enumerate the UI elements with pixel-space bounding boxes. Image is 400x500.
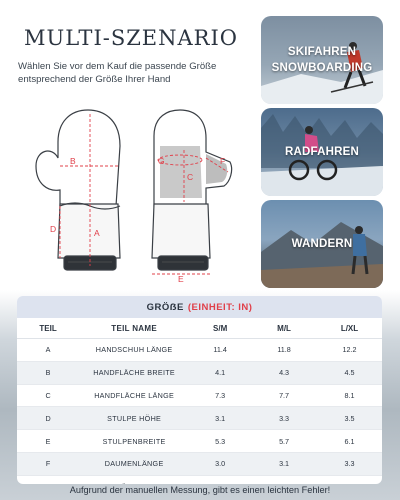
size-grid [17, 318, 382, 484]
diagram-label-c: C [187, 172, 194, 182]
cell-part: A [17, 339, 79, 362]
cell-l-xl: 12.2 [317, 339, 382, 362]
cell-m-l [251, 475, 317, 484]
cell-part-name: STULPE HÖHE [79, 407, 189, 430]
cell-part-name: HANDFLÄCHE BREITE [79, 361, 189, 384]
cell-part: E [17, 430, 79, 453]
cell-part: B [17, 361, 79, 384]
mitten-back-illustration [36, 110, 120, 270]
scenario-title-skiing: SKIFAHREN [287, 46, 357, 58]
table-row [17, 475, 382, 484]
cell-m-l: 5.7 [251, 430, 317, 453]
cell-s-m: 7.3 [189, 384, 251, 407]
scenario-panel-cycling [261, 108, 383, 196]
cell-s-m: 4.1 [189, 361, 251, 384]
measurement-disclaimer: Aufgrund der manuellen Messung, gibt es einen leichten Fehler! [69, 485, 331, 495]
diagram-label-d: D [50, 224, 57, 234]
cell-part: F [17, 452, 79, 475]
size-chart-table [17, 296, 382, 484]
diagram-label-g: G [158, 156, 165, 166]
table-row [17, 452, 382, 475]
cell-l-xl: 8.1 [317, 384, 382, 407]
scenario-title-hiking: WANDERN [291, 238, 353, 250]
size-chart-header [17, 296, 382, 318]
cell-m-l: 4.3 [251, 361, 317, 384]
cell-l-xl: 3.3 [317, 452, 382, 475]
cell-part-name [79, 475, 189, 484]
scenario-title-cycling: RADFAHREN [285, 146, 359, 158]
cell-s-m: 5.3 [189, 430, 251, 453]
cell-part: D [17, 407, 79, 430]
diagram-label-f: F [220, 156, 226, 166]
diagram-label-a: A [94, 228, 100, 238]
column-header-s-m: S/M [189, 318, 251, 339]
cell-l-xl: 4.5 [317, 361, 382, 384]
cell-part [17, 475, 79, 484]
column-header-l-xl: L/XL [317, 318, 382, 339]
scenario-label-skiing [272, 44, 373, 76]
size-grid-header-row [17, 318, 382, 339]
cell-l-xl: 6.1 [317, 430, 382, 453]
cell-s-m: 11.4 [189, 339, 251, 362]
table-row [17, 407, 382, 430]
column-header-m-l: M/L [251, 318, 317, 339]
page-subtitle: Wählen Sie vor dem Kauf die passende Größe entsprechend der Größe Ihrer Hand [18, 61, 217, 85]
cell-part-name: HANDFLÄCHE LÄNGE [79, 384, 189, 407]
table-row [17, 361, 382, 384]
scenario-panel-hiking [261, 200, 383, 288]
cell-l-xl: 3.5 [317, 407, 382, 430]
scenario-label-hiking [292, 236, 353, 252]
cell-m-l: 3.3 [251, 407, 317, 430]
scenario-label-cycling [285, 144, 359, 160]
cell-part-name: DAUMENLÄNGE [79, 452, 189, 475]
cell-s-m [189, 475, 251, 484]
cell-s-m: 3.0 [189, 452, 251, 475]
table-row [17, 339, 382, 362]
size-chart-title: GRÖẞE [146, 301, 184, 313]
cell-l-xl [317, 475, 382, 484]
column-header-part-name: TEIL NAME [79, 318, 189, 339]
table-row [17, 384, 382, 407]
cell-m-l: 11.8 [251, 339, 317, 362]
size-chart-unit: (EINHEIT: IN) [187, 301, 253, 313]
mitten-palm-illustration [152, 110, 232, 270]
table-row [17, 430, 382, 453]
cell-m-l: 7.7 [251, 384, 317, 407]
cell-m-l: 3.1 [251, 452, 317, 475]
cell-part-name: STULPENBREITE [79, 430, 189, 453]
scenario-panel-skiing [261, 16, 383, 104]
column-header-part: TEIL [17, 318, 79, 339]
mitten-size-diagram [20, 106, 238, 286]
cell-s-m: 3.1 [189, 407, 251, 430]
diagram-label-e: E [178, 274, 184, 284]
scenario-title-snowboarding: SNOWBOARDING [271, 62, 373, 74]
diagram-label-b: B [70, 156, 76, 166]
cell-part: C [17, 384, 79, 407]
cell-part-name: HANDSCHUH LÄNGE [79, 339, 189, 362]
page-title: MULTI-SZENARIO [24, 26, 239, 50]
